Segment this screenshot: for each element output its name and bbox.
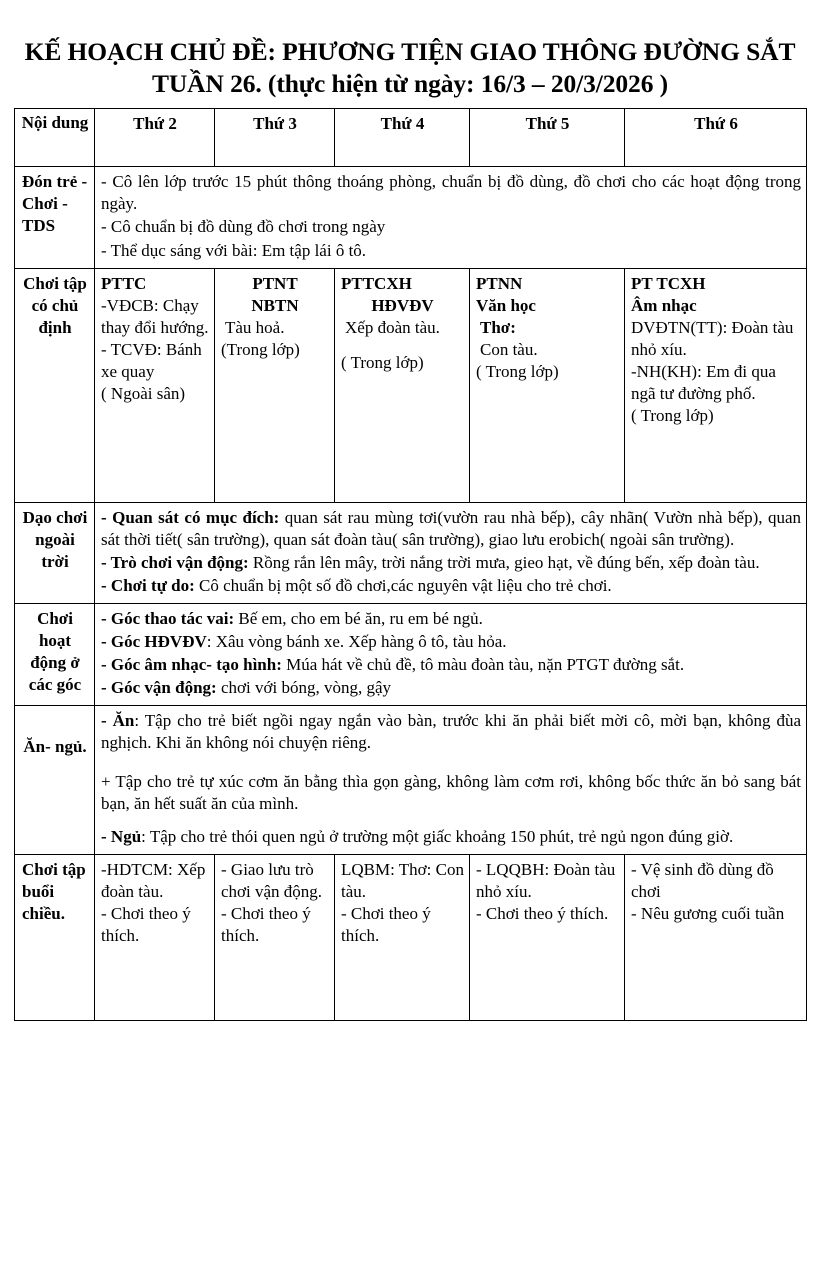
thursday-afternoon-line-1: - LQQBH: Đoàn tàu nhỏ xíu. — [476, 859, 616, 901]
dao-choi-item-3-text: Cô chuẩn bị một số đồ chơi,các nguyên vật liệu cho trẻ chơi. — [194, 575, 612, 595]
friday-line-2: -NH(KH): Em đi qua ngã tư đường phố. — [631, 362, 776, 404]
monday-afternoon-line-2: - Chơi theo ý thích. — [101, 904, 191, 946]
row-content-an-ngu — [95, 706, 807, 854]
header-thu-5: Thứ 5 — [470, 109, 625, 167]
row-content-don-tre — [95, 167, 807, 268]
goc-item-1-text: Bế em, cho em bé ăn, ru em bé ngủ. — [234, 609, 483, 628]
an-ngu-item-2-text: + Tập cho trẻ tự xúc cơm ăn bằng thìa gọn gàng, không làm cơm rơi, không bốc thức ăn bỏ sang bát bạn, ăn hết suất ăn của mình. — [101, 771, 801, 813]
cell-wednesday-activity — [335, 268, 470, 502]
page-title: KẾ HOẠCH CHỦ ĐỀ: PHƯƠNG TIỆN GIAO THÔNG ĐƯỜNG SẮT TUẦN 26. (thực hiện từ ngày: 16/3 – 20/3/2026 ) — [24, 37, 796, 99]
row-label-an-ngu: Ăn- ngủ. — [15, 706, 95, 854]
don-tre-line-2: - Cô chuẩn bị đồ dùng đồ chơi trong ngày — [101, 217, 386, 237]
goc-item-2-lead: - Góc HĐVĐV — [101, 632, 207, 652]
tuesday-title-1: PTNT — [252, 273, 298, 293]
header-thu-6: Thứ 6 — [625, 109, 807, 167]
monday-line-3: ( Ngoài sân) — [101, 384, 186, 404]
thursday-title-1: PTNN — [476, 273, 523, 293]
friday-afternoon-line-2: - Nêu gương cuối tuần — [631, 904, 785, 924]
tuesday-title-2: NBTN — [251, 295, 299, 315]
tuesday-afternoon-line-2: - Chơi theo ý thích. — [221, 904, 311, 946]
monday-line-1: -VĐCB: Chạy thay đổi hướng. — [101, 295, 209, 337]
row-label-choi-tap-buoi-chieu: Chơi tập buổi chiều. — [15, 854, 95, 1020]
header-noi-dung: Nội dung — [15, 109, 95, 167]
cell-tuesday-activity — [215, 268, 335, 502]
friday-afternoon-line-1: - Vệ sinh đồ dùng đồ chơi — [631, 859, 774, 901]
row-label-don-tre: Đón trẻ - Chơi - TDS — [15, 167, 95, 268]
cell-monday-afternoon — [95, 854, 215, 1020]
wednesday-afternoon-line-2: - Chơi theo ý thích. — [341, 904, 431, 946]
table-row-an-ngu — [15, 706, 807, 854]
an-ngu-item-1-lead: - Ăn — [101, 711, 135, 731]
tuesday-line-1: Tàu hoả. — [225, 317, 285, 337]
wednesday-line-1: Xếp đoàn tàu. — [345, 317, 440, 337]
thursday-afternoon-line-2: - Chơi theo ý thích. — [476, 904, 609, 924]
an-ngu-item-3-lead: - Ngủ — [101, 826, 142, 846]
header-thu-2: Thứ 2 — [95, 109, 215, 167]
thursday-line-2: ( Trong lớp) — [476, 362, 559, 381]
friday-line-3: ( Trong lớp) — [631, 406, 714, 426]
monday-line-2: - TCVĐ: Bánh xe quay — [101, 339, 202, 381]
wednesday-title-1: PTTCXH — [341, 273, 412, 293]
goc-item-1 — [101, 608, 801, 630]
friday-line-1: DVĐTN(TT): Đoàn tàu nhỏ xíu. — [631, 317, 794, 359]
dao-choi-item-3-lead: - Chơi tự do: — [101, 575, 195, 595]
header-thu-4: Thứ 4 — [335, 109, 470, 167]
an-ngu-item-1 — [101, 710, 801, 754]
cell-friday-activity — [625, 268, 807, 502]
tuesday-afternoon-line-1: - Giao lưu trò chơi vận động. — [221, 859, 323, 901]
table-row-choi-tap-co-chu-dinh — [15, 268, 807, 502]
wednesday-line-2: ( Trong lớp) — [341, 352, 424, 372]
header-thu-3: Thứ 3 — [215, 109, 335, 167]
goc-item-2-text: : Xâu vòng bánh xe. Xếp hàng ô tô, tàu hỏa. — [206, 632, 507, 652]
row-label-dao-choi-ngoai-troi: Dạo chơi ngoài trời — [15, 502, 95, 603]
thursday-line-1: Con tàu. — [480, 339, 538, 359]
monday-afternoon-line-1: -HDTCM: Xếp đoàn tàu. — [101, 859, 206, 901]
wednesday-title-2: HĐVĐV — [371, 295, 434, 315]
don-tre-line-3: - Thể dục sáng với bài: Em tập lái ô tô. — [101, 240, 367, 260]
cell-tuesday-afternoon — [215, 854, 335, 1020]
table-header-row — [15, 109, 807, 167]
cell-thursday-activity — [470, 268, 625, 502]
an-ngu-item-3-text: : Tập cho trẻ thói quen ngủ ở trường một giấc khoảng 150 phút, trẻ ngủ ngon đúng giờ. — [141, 826, 734, 846]
don-tre-line-1: - Cô lên lớp trước 15 phút thông thoáng phòng, chuẩn bị đồ dùng, đồ chơi cho các hoạt động trong ngày. — [101, 172, 801, 214]
dao-choi-item-2-lead: - Trò chơi vận động: — [101, 552, 249, 572]
goc-item-1-lead: - Góc thao tác vai: — [101, 609, 235, 628]
table-row-dao-choi-ngoai-troi — [15, 502, 807, 603]
goc-item-4-text: chơi với bóng, vòng, gậy — [216, 678, 391, 698]
dao-choi-item-2 — [101, 552, 801, 574]
dao-choi-item-1 — [101, 507, 801, 551]
dao-choi-item-1-lead: - Quan sát có mục đích: — [101, 507, 280, 527]
thursday-title-3: Thơ: — [480, 317, 516, 337]
dao-choi-item-3 — [101, 575, 801, 597]
table-row-don-tre — [15, 167, 807, 268]
row-label-choi-tap-co-chu-dinh: Chơi tập có chủ định — [15, 268, 95, 502]
friday-title-1: PT TCXH — [631, 273, 706, 293]
goc-item-4 — [101, 677, 801, 699]
cell-thursday-afternoon — [470, 854, 625, 1020]
cell-monday-activity — [95, 268, 215, 502]
table-row-choi-tap-buoi-chieu — [15, 854, 807, 1020]
goc-item-3 — [101, 654, 801, 676]
row-content-dao-choi-ngoai-troi — [95, 502, 807, 603]
cell-wednesday-afternoon — [335, 854, 470, 1020]
dao-choi-item-2-text: Rồng rắn lên mây, trời nắng trời mưa, gieo hạt, về đúng bến, xếp đoàn tàu. — [248, 552, 760, 572]
tuesday-line-2: (Trong lớp) — [221, 339, 300, 359]
thursday-title-2: Văn học — [476, 295, 536, 315]
weekly-plan-table — [14, 108, 807, 1021]
an-ngu-item-2 — [101, 771, 801, 815]
goc-item-3-lead: - Góc âm nhạc- tạo hình: — [101, 655, 282, 675]
row-label-choi-hoat-dong-o-cac-goc: Chơi hoạt động ở các góc — [15, 604, 95, 706]
wednesday-afternoon-line-1: LQBM: Thơ: Con tàu. — [341, 859, 464, 901]
goc-item-3-text: Múa hát về chủ đề, tô màu đoàn tàu, nặn PTGT đường sắt. — [281, 655, 685, 675]
cell-friday-afternoon — [625, 854, 807, 1020]
goc-item-2 — [101, 631, 801, 653]
dao-choi-item-1-text: quan sát rau mùng tơi(vườn rau nhà bếp), cây nhãn( Vườn nhà bếp), quan sát thời tiết( sân trường), quan sát đoàn tàu( sân trường), giao lưu erobich( ngoài sân trường). — [101, 507, 801, 549]
an-ngu-item-3 — [101, 826, 801, 848]
monday-title: PTTC — [101, 273, 147, 293]
friday-title-2: Âm nhạc — [631, 295, 697, 315]
table-row-choi-hoat-dong-o-cac-goc — [15, 604, 807, 706]
goc-item-4-lead: - Góc vận động: — [101, 678, 217, 698]
row-content-choi-hoat-dong-o-cac-goc — [95, 604, 807, 706]
an-ngu-item-1-text: : Tập cho trẻ biết ngồi ngay ngắn vào bàn, trước khi ăn phải biết mời cô, mời bạn, không đùa nghịch. Khi ăn không nói chuyện riêng. — [101, 711, 801, 753]
